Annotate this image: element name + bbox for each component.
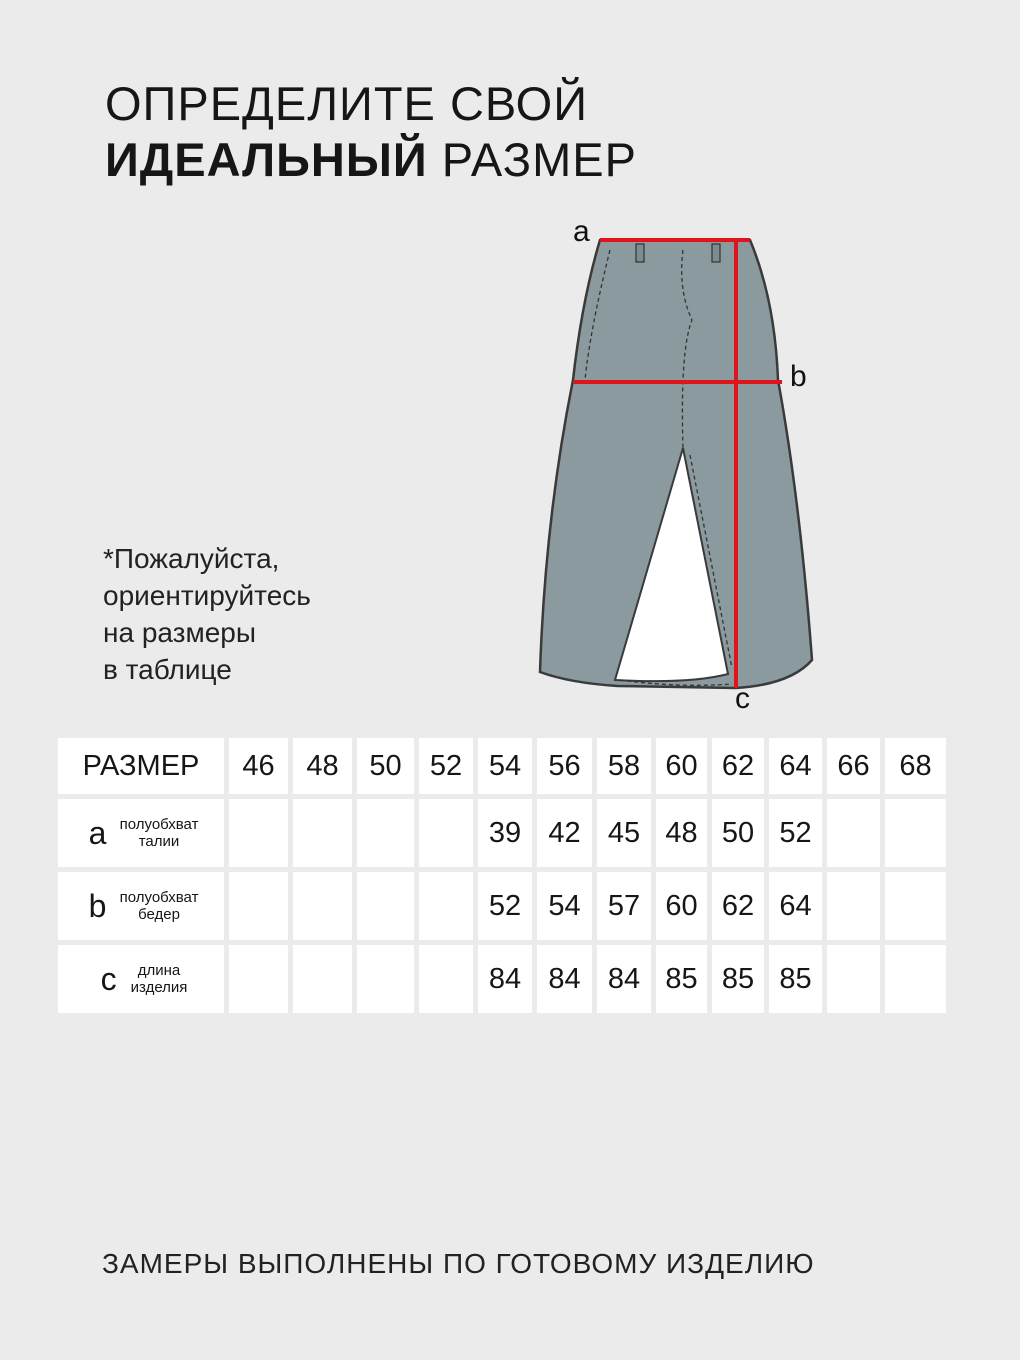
size-table xyxy=(53,733,951,1018)
value-cell: 57 xyxy=(597,872,651,940)
note-line: *Пожалуйста, xyxy=(103,543,280,574)
page-title xyxy=(105,76,637,188)
value-cell: 50 xyxy=(712,799,764,867)
skirt-diagram xyxy=(530,212,830,712)
size-cell: 56 xyxy=(537,738,592,794)
desc-line: талии xyxy=(138,833,180,850)
desc-line: изделия xyxy=(130,979,188,996)
size-cell: 66 xyxy=(827,738,880,794)
footer-note: ЗАМЕРЫ ВЫПОЛНЕНЫ ПО ГОТОВОМУ ИЗДЕЛИЮ xyxy=(102,1248,815,1279)
value-cell xyxy=(229,872,288,940)
value-cell xyxy=(357,799,414,867)
value-cell: 85 xyxy=(769,945,822,1013)
size-cell: 60 xyxy=(656,738,707,794)
title-rest-word: РАЗМЕР xyxy=(441,133,637,186)
desc-line: длина xyxy=(137,962,181,979)
row-description xyxy=(120,816,199,850)
row-letter: c xyxy=(100,960,117,997)
value-cell: 84 xyxy=(597,945,651,1013)
value-cell xyxy=(419,799,473,867)
value-cell: 48 xyxy=(656,799,707,867)
value-cell: 60 xyxy=(656,872,707,940)
value-cell xyxy=(229,799,288,867)
value-cell xyxy=(827,945,880,1013)
row-header xyxy=(58,872,224,940)
value-cell: 64 xyxy=(769,872,822,940)
value-cell: 42 xyxy=(537,799,592,867)
value-cell: 52 xyxy=(478,872,532,940)
value-cell: 54 xyxy=(537,872,592,940)
row-header xyxy=(58,799,224,867)
value-cell xyxy=(885,872,946,940)
value-cell xyxy=(293,945,352,1013)
belt-loop xyxy=(712,244,720,262)
table-row xyxy=(58,799,946,867)
note-line: в таблице xyxy=(103,654,232,685)
note-line: ориентируйтесь xyxy=(103,580,311,611)
belt-loop xyxy=(636,244,644,262)
value-cell: 84 xyxy=(478,945,532,1013)
size-cell: 54 xyxy=(478,738,532,794)
value-cell xyxy=(827,872,880,940)
value-cell xyxy=(229,945,288,1013)
value-cell xyxy=(885,945,946,1013)
value-cell xyxy=(419,872,473,940)
value-cell: 84 xyxy=(537,945,592,1013)
row-header xyxy=(58,945,224,1013)
title-line-2 xyxy=(105,132,637,188)
value-cell: 45 xyxy=(597,799,651,867)
value-cell: 85 xyxy=(656,945,707,1013)
table-row xyxy=(58,945,946,1013)
row-description xyxy=(131,962,188,996)
table-row xyxy=(58,872,946,940)
value-cell xyxy=(293,799,352,867)
value-cell: 62 xyxy=(712,872,764,940)
value-cell: 39 xyxy=(478,799,532,867)
measure-label-b: b xyxy=(790,360,807,393)
measure-label-c: c xyxy=(735,682,750,715)
value-cell xyxy=(293,872,352,940)
title-line-1: ОПРЕДЕЛИТЕ СВОЙ xyxy=(105,77,589,130)
row-letter: a xyxy=(88,814,107,851)
table-header-row xyxy=(58,738,946,794)
size-cell: 58 xyxy=(597,738,651,794)
title-bold-word: ИДЕАЛЬНЫЙ xyxy=(105,133,428,186)
size-cell: 62 xyxy=(712,738,764,794)
size-cell: 68 xyxy=(885,738,946,794)
note-line: на размеры xyxy=(103,617,257,648)
size-cell: 46 xyxy=(229,738,288,794)
value-cell: 85 xyxy=(712,945,764,1013)
size-cell: 52 xyxy=(419,738,473,794)
value-cell: 52 xyxy=(769,799,822,867)
row-description xyxy=(120,889,199,923)
value-cell xyxy=(885,799,946,867)
desc-line: полуобхват xyxy=(119,816,199,833)
row-letter: b xyxy=(88,887,107,924)
size-note xyxy=(103,540,311,688)
header-label: РАЗМЕР xyxy=(58,738,224,794)
desc-line: бедер xyxy=(138,906,180,923)
size-cell: 50 xyxy=(357,738,414,794)
desc-line: полуобхват xyxy=(119,889,199,906)
measure-label-a: a xyxy=(573,215,590,248)
value-cell xyxy=(827,799,880,867)
value-cell xyxy=(357,945,414,1013)
value-cell xyxy=(357,872,414,940)
size-cell: 64 xyxy=(769,738,822,794)
value-cell xyxy=(419,945,473,1013)
size-cell: 48 xyxy=(293,738,352,794)
